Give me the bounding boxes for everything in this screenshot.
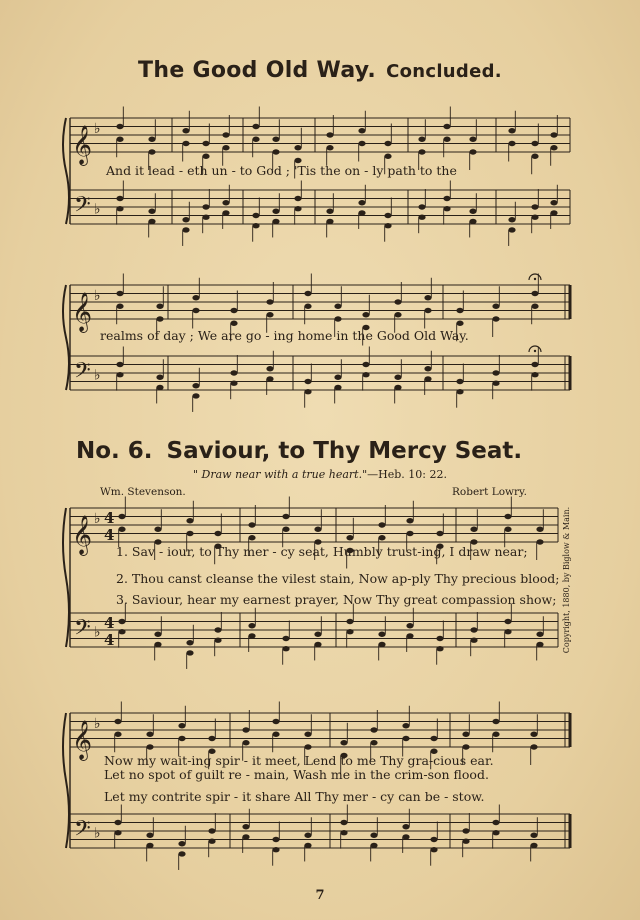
note-head	[531, 362, 538, 367]
note-head	[504, 514, 511, 519]
note-head	[146, 744, 153, 749]
note-head	[430, 837, 437, 842]
note-head	[178, 851, 185, 856]
note-head	[418, 137, 425, 142]
note-head	[370, 740, 377, 745]
note-head	[186, 650, 193, 655]
flat-sign-icon: ♭	[94, 511, 101, 527]
note-head	[436, 531, 443, 536]
note-head	[146, 732, 153, 737]
note-head	[406, 633, 413, 638]
note-head	[424, 308, 431, 313]
note-head	[326, 219, 333, 224]
note-head	[208, 736, 215, 741]
note-head	[469, 137, 476, 142]
note-head	[346, 629, 353, 634]
note-head	[116, 137, 123, 142]
note-head	[326, 209, 333, 214]
note-head	[358, 210, 365, 215]
note-head	[208, 839, 215, 844]
bass-clef-icon: 𝄢	[74, 816, 91, 847]
note-head	[272, 837, 279, 842]
system-brace	[63, 285, 69, 390]
note-head	[326, 132, 333, 137]
note-head	[531, 304, 538, 309]
note-head	[362, 362, 369, 367]
note-head	[230, 370, 237, 375]
note-head	[156, 375, 163, 380]
note-head	[536, 642, 543, 647]
system-brace	[63, 118, 69, 224]
note-head	[148, 137, 155, 142]
note-head	[443, 124, 450, 129]
flat-sign-icon: ♭	[94, 201, 101, 218]
note-head	[304, 379, 311, 384]
note-head	[252, 223, 259, 228]
note-head	[116, 196, 123, 201]
note-head	[384, 213, 391, 218]
note-head	[470, 638, 477, 643]
note-head	[406, 518, 413, 523]
song-title: The Good Old Way.	[138, 58, 377, 83]
lyric-line: And it lead - eth un - to God ; 'Tis the on - ly path to the	[106, 163, 457, 178]
note-head	[114, 732, 121, 737]
note-head	[424, 295, 431, 300]
note-head	[531, 141, 538, 146]
note-head	[530, 732, 537, 737]
bass-clef-icon: 𝄢	[74, 615, 91, 646]
note-head	[304, 304, 311, 309]
note-head	[202, 215, 209, 220]
note-head	[430, 847, 437, 852]
scripture-epigraph	[0, 468, 640, 481]
note-head	[340, 830, 347, 835]
note-head	[266, 312, 273, 317]
note-head	[508, 128, 515, 133]
treble-clef-icon: 𝄞	[72, 125, 93, 165]
note-head	[462, 839, 469, 844]
note-head	[402, 723, 409, 728]
lyric-line: realms of day ; We are go - ing home in the Good Old Way.	[100, 328, 469, 343]
note-head	[282, 646, 289, 651]
note-head	[202, 204, 209, 209]
note-head	[402, 824, 409, 829]
note-head	[418, 204, 425, 209]
note-head	[492, 732, 499, 737]
note-head	[304, 833, 311, 838]
note-head	[248, 633, 255, 638]
note-head	[443, 206, 450, 211]
note-head	[456, 379, 463, 384]
note-head	[304, 843, 311, 848]
verse-line: 2. Thou canst cleanse the vilest stain, Now ap-ply Thy precious blood;	[116, 571, 560, 586]
note-head	[384, 154, 391, 159]
note-head	[242, 727, 249, 732]
note-head	[384, 141, 391, 146]
note-head	[378, 522, 385, 527]
note-head	[252, 124, 259, 129]
note-head	[146, 833, 153, 838]
note-head	[230, 381, 237, 386]
note-head	[266, 299, 273, 304]
note-head	[406, 623, 413, 628]
note-head	[272, 732, 279, 737]
note-head	[378, 642, 385, 647]
note-head	[314, 642, 321, 647]
note-head	[282, 527, 289, 532]
note-head	[358, 200, 365, 205]
note-head	[314, 632, 321, 637]
note-head	[536, 632, 543, 637]
bass-clef-icon: 𝄢	[74, 192, 91, 223]
note-head	[418, 149, 425, 154]
note-head	[114, 820, 121, 825]
note-head	[148, 149, 155, 154]
flat-sign-icon: ♭	[94, 288, 101, 304]
note-head	[272, 719, 279, 724]
time-signature: 4	[104, 631, 115, 649]
note-head	[294, 145, 301, 150]
page-number: 7	[315, 888, 325, 903]
hymn-heading	[76, 438, 576, 464]
note-head	[214, 531, 221, 536]
note-head	[118, 619, 125, 624]
time-signature: 4	[104, 509, 115, 527]
note-head	[358, 128, 365, 133]
note-head	[394, 312, 401, 317]
note-head	[222, 132, 229, 137]
note-head	[378, 535, 385, 540]
hymn-number: No. 6.	[76, 438, 153, 464]
note-head	[492, 370, 499, 375]
note-head	[334, 385, 341, 390]
note-head	[362, 312, 369, 317]
note-head	[334, 316, 341, 321]
note-head	[492, 381, 499, 386]
bass-clef-icon: 𝄢	[74, 358, 91, 389]
note-head	[550, 132, 557, 137]
note-head	[230, 321, 237, 326]
note-head	[456, 321, 463, 326]
hymn-title: Saviour, to Thy Mercy Seat.	[166, 438, 523, 464]
note-head	[230, 308, 237, 313]
verse-line: Let my contrite spir - it share All Thy mer - cy can be - stow.	[104, 789, 485, 804]
verse-line: Let no spot of guilt re - main, Wash me in the crim-son flood.	[104, 767, 489, 782]
note-head	[186, 531, 193, 536]
note-head	[508, 227, 515, 232]
note-head	[436, 646, 443, 651]
epigraph-quote: " Draw near with a true heart."	[192, 468, 368, 481]
note-head	[114, 830, 121, 835]
note-head	[222, 200, 229, 205]
note-head	[430, 736, 437, 741]
note-head	[202, 141, 209, 146]
note-head	[406, 531, 413, 536]
note-head	[116, 206, 123, 211]
note-head	[550, 210, 557, 215]
note-head	[118, 629, 125, 634]
note-head	[248, 623, 255, 628]
note-head	[443, 196, 450, 201]
note-head	[469, 209, 476, 214]
treble-clef-icon: 𝄞	[72, 720, 93, 760]
note-head	[436, 636, 443, 641]
note-head	[192, 383, 199, 388]
note-head	[192, 308, 199, 313]
author-credit: Wm. Stevenson.	[100, 486, 186, 498]
note-head	[334, 304, 341, 309]
note-head	[272, 149, 279, 154]
note-head	[186, 518, 193, 523]
time-signature: 4	[104, 614, 115, 632]
verse-line: 1. Sav - iour, to Thy mer - cy seat, Humbly trust-ing, I draw near;	[116, 544, 528, 559]
note-head	[294, 206, 301, 211]
note-head	[116, 304, 123, 309]
note-head	[334, 375, 341, 380]
note-head	[456, 308, 463, 313]
note-head	[154, 632, 161, 637]
note-head	[116, 372, 123, 377]
concluded-label: Concluded.	[386, 61, 502, 82]
note-head	[182, 141, 189, 146]
note-head	[116, 362, 123, 367]
note-head	[402, 736, 409, 741]
note-head	[178, 723, 185, 728]
note-head	[370, 727, 377, 732]
note-head	[178, 841, 185, 846]
note-head	[492, 830, 499, 835]
note-head	[272, 847, 279, 852]
note-head	[148, 209, 155, 214]
note-head	[504, 629, 511, 634]
note-head	[530, 744, 537, 749]
note-head	[214, 627, 221, 632]
note-head	[402, 834, 409, 839]
time-signature: 4	[104, 526, 115, 544]
note-head	[304, 389, 311, 394]
note-head	[272, 137, 279, 142]
note-head	[462, 828, 469, 833]
note-head	[378, 632, 385, 637]
note-head	[282, 636, 289, 641]
note-head	[266, 366, 273, 371]
note-head	[156, 304, 163, 309]
flat-sign-icon: ♭	[94, 825, 101, 842]
system-brace	[63, 713, 69, 848]
note-head	[492, 820, 499, 825]
flat-sign-icon: ♭	[94, 624, 101, 641]
note-head	[469, 149, 476, 154]
note-head	[156, 385, 163, 390]
note-head	[242, 740, 249, 745]
treble-clef-icon: 𝄞	[72, 292, 93, 332]
note-head	[394, 375, 401, 380]
note-head	[504, 527, 511, 532]
note-head	[272, 209, 279, 214]
note-head	[424, 366, 431, 371]
note-head	[266, 376, 273, 381]
note-head	[248, 522, 255, 527]
note-head	[531, 372, 538, 377]
epigraph-reference: —Heb. 10: 22.	[367, 468, 447, 481]
flat-sign-icon: ♭	[94, 121, 101, 137]
note-head	[252, 137, 259, 142]
note-head	[424, 376, 431, 381]
note-head	[208, 828, 215, 833]
note-head	[186, 640, 193, 645]
note-head	[531, 204, 538, 209]
note-head	[462, 744, 469, 749]
note-head	[462, 732, 469, 737]
note-head	[504, 619, 511, 624]
note-head	[550, 200, 557, 205]
note-head	[146, 843, 153, 848]
note-head	[358, 141, 365, 146]
note-head	[182, 128, 189, 133]
note-head	[242, 824, 249, 829]
fermata-icon	[534, 350, 536, 352]
note-head	[531, 215, 538, 220]
note-head	[418, 215, 425, 220]
note-head	[470, 527, 477, 532]
fermata-icon	[534, 278, 536, 280]
note-head	[294, 196, 301, 201]
note-head	[304, 744, 311, 749]
note-head	[154, 527, 161, 532]
flat-sign-icon: ♭	[94, 367, 101, 384]
note-head	[394, 385, 401, 390]
note-head	[252, 213, 259, 218]
note-head	[394, 299, 401, 304]
note-head	[508, 141, 515, 146]
note-head	[118, 527, 125, 532]
verse-line: Now my wait-ing spir - it meet, Lend to me Thy gra-cious ear.	[104, 753, 494, 768]
note-head	[530, 833, 537, 838]
note-head	[384, 223, 391, 228]
verse-line: 3. Saviour, hear my earnest prayer, Now Thy great compassion show;	[116, 592, 557, 607]
note-head	[248, 535, 255, 540]
note-head	[530, 843, 537, 848]
copyright-notice: Copyright, 1880, by Biglow & Main.	[562, 506, 571, 654]
note-head	[182, 217, 189, 222]
note-head	[154, 642, 161, 647]
note-head	[304, 732, 311, 737]
note-head	[340, 820, 347, 825]
note-head	[370, 833, 377, 838]
composer-credit: Robert Lowry.	[452, 486, 527, 498]
note-head	[492, 316, 499, 321]
note-head	[116, 124, 123, 129]
note-head	[443, 137, 450, 142]
note-head	[118, 514, 125, 519]
note-head	[536, 527, 543, 532]
note-head	[272, 219, 279, 224]
note-head	[114, 719, 121, 724]
note-head	[156, 316, 163, 321]
note-head	[116, 291, 123, 296]
note-head	[469, 219, 476, 224]
note-head	[222, 145, 229, 150]
treble-clef-icon: 𝄞	[72, 515, 93, 555]
note-head	[550, 145, 557, 150]
flat-sign-icon: ♭	[94, 716, 101, 732]
note-head	[192, 295, 199, 300]
note-head	[222, 210, 229, 215]
note-head	[346, 535, 353, 540]
note-head	[531, 154, 538, 159]
note-head	[148, 219, 155, 224]
note-head	[182, 227, 189, 232]
note-head	[470, 627, 477, 632]
note-head	[282, 514, 289, 519]
system-brace	[63, 508, 69, 647]
note-head	[492, 304, 499, 309]
note-head	[492, 719, 499, 724]
note-head	[178, 736, 185, 741]
note-head	[362, 372, 369, 377]
note-head	[508, 217, 515, 222]
note-head	[214, 638, 221, 643]
note-head	[346, 619, 353, 624]
note-head	[304, 291, 311, 296]
note-head	[202, 154, 209, 159]
note-head	[456, 389, 463, 394]
note-head	[531, 291, 538, 296]
note-head	[326, 145, 333, 150]
note-head	[370, 843, 377, 848]
note-head	[192, 393, 199, 398]
note-head	[242, 834, 249, 839]
note-head	[340, 740, 347, 745]
note-head	[314, 527, 321, 532]
